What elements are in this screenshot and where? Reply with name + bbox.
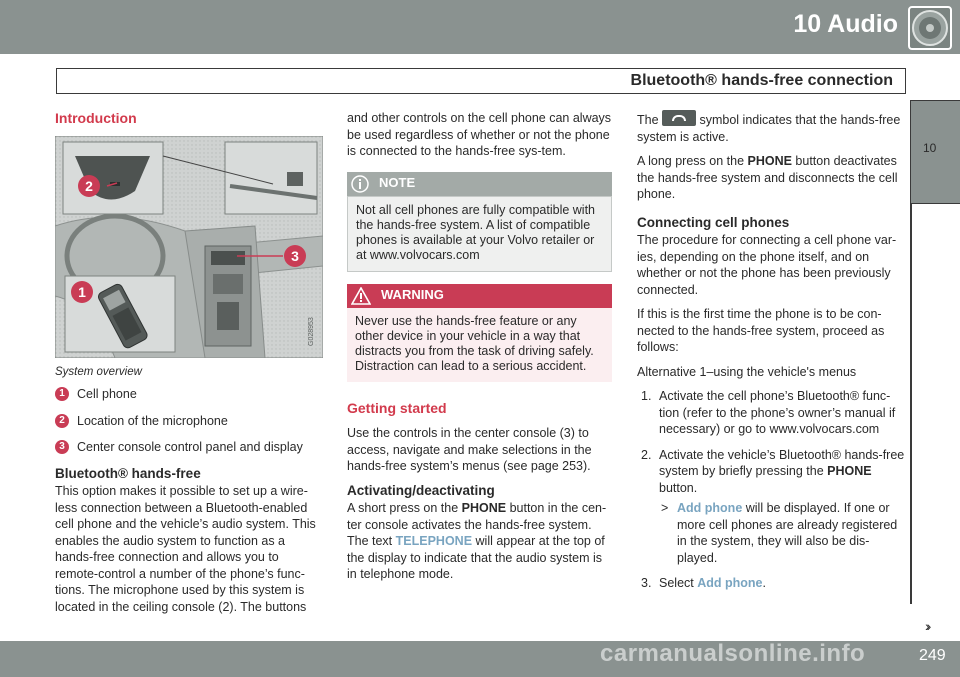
legend-number: 3: [55, 440, 69, 454]
system-overview-figure: [55, 136, 323, 358]
column-right: [637, 110, 907, 601]
continued-arrows: ››: [925, 618, 929, 634]
note-box: [347, 172, 612, 272]
speaker-icon: [910, 8, 950, 48]
alternative-text: Alternative 1–using the vehicle's menus: [637, 364, 857, 379]
note-title: NOTE: [379, 175, 416, 191]
phone-button-label: PHONE: [827, 464, 872, 478]
side-tab-number: 10: [923, 141, 937, 155]
activating-text: A short press on the PHONE button in the cen-ter console activates the hands-free system. The text TELEPHONE will appear at the top of the display to indicate that the audio system is in telephone mode.: [347, 501, 607, 581]
svg-text:3: 3: [291, 247, 299, 264]
warning-title: WARNING: [381, 287, 444, 303]
audio-chapter-icon: [908, 6, 952, 50]
info-icon: [351, 175, 369, 193]
symbol-text: The symbol indicates that the hands-free system is active.: [637, 110, 907, 145]
bluetooth-handsfree-text: This option makes it possible to set up a wire-less connection between a Bluetooth-enabled cell phone and the vehicle’s audio system. This enables the audio system to function as a hands-free connection and allows you to remote-control a number of the phone’s func-tions. The microphone used by this system is located in the ceiling console (2). The buttons: [55, 484, 316, 614]
phone-button-label: PHONE: [461, 501, 507, 515]
car-interior-illustration: [55, 136, 323, 358]
section-title: Bluetooth® hands-free connection: [630, 72, 893, 89]
figure-caption: System overview: [55, 365, 142, 378]
add-phone-menu-text: Add phone: [697, 576, 763, 590]
step-item: 1. Activate the cell phone’s Bluetooth® func-tion (refer to the phone’s owner’s manual if necessary) or go to www.volvocars.com: [641, 389, 896, 436]
legend-item: [55, 439, 325, 456]
warning-triangle-icon: [351, 287, 371, 305]
legend-item: [55, 413, 325, 430]
phone-icon: [662, 110, 696, 126]
activating-heading: Activating/deactivating: [347, 482, 495, 498]
connecting-heading: Connecting cell phones: [637, 214, 790, 230]
warning-header: [347, 284, 612, 308]
warning-box: [347, 284, 612, 382]
bluetooth-handsfree-heading: Bluetooth® hands-free: [55, 465, 201, 481]
figure-legend: [55, 386, 325, 456]
note-text: Not all cell phones are fully compatible with the hands-free system. A list of compatible phones is available at your Volvo retailer or at www.volvocars.com: [347, 196, 612, 272]
column-middle: [347, 110, 612, 591]
legend-label: Center console control panel and display: [77, 440, 303, 454]
getting-started-text: Use the controls in the center console (3) to access, navigate and make selections in the hands-free system’s menus (see page 253).: [347, 426, 592, 473]
svg-text:2: 2: [85, 177, 93, 194]
note-header: [347, 172, 612, 196]
continuation-text: and other controls on the cell phone can always be used regardless of whether or not the phone is connected to the hands-free sys-tem.: [347, 111, 612, 158]
add-phone-menu-text: Add phone: [677, 501, 743, 515]
figure-code: G028953: [308, 316, 315, 346]
callout-3: [284, 245, 306, 267]
legend-number: 1: [55, 387, 69, 401]
page-number: 249: [919, 647, 946, 664]
chapter-side-tab[interactable]: [910, 100, 960, 204]
first-time-text: If this is the first time the phone is to be con-nected to the hands-free system, proceed as follows:: [637, 307, 885, 354]
long-press-text: A long press on the PHONE button deactivates the hands-free system and disconnects the cell phone.: [637, 154, 898, 201]
warning-text: Never use the hands-free feature or any other device in your vehicle in a way that distracts you from the task of driving safely. Distraction can lead to a serious accident.: [347, 308, 612, 382]
legend-item: [55, 386, 325, 403]
step-item: 2. Activate the vehicle’s Bluetooth® hands-free system by briefly pressing the PHONE button. > Add phone will be displayed. If one or more cell phones are already registered in the system, they will also be dis-played.: [637, 447, 907, 567]
telephone-display-text: TELEPHONE: [395, 534, 473, 548]
getting-started-heading: Getting started: [347, 399, 447, 416]
step-item: 3. Select Add phone.: [641, 576, 766, 590]
phone-button-label: PHONE: [747, 154, 792, 168]
step-result: > Add phone will be displayed. If one or more cell phones are already registered in the system, they will also be dis-played.: [661, 501, 898, 565]
callout-1: [71, 281, 93, 303]
legend-label: Location of the microphone: [77, 413, 228, 428]
chapter-title: 10 Audio: [793, 10, 898, 38]
section-header-bar: [56, 68, 906, 94]
connecting-text: The procedure for connecting a cell phone var-ies, depending on the phone itself, and on whether or not the phone has been previously connected.: [637, 233, 897, 297]
svg-text:1: 1: [78, 283, 86, 300]
legend-label: Cell phone: [77, 387, 137, 401]
legend-number: 2: [55, 414, 69, 428]
callout-2: [78, 175, 100, 197]
connection-steps: [637, 388, 907, 592]
side-divider: [910, 204, 912, 604]
watermark: carmanualsonline.info: [600, 640, 866, 667]
introduction-heading: Introduction: [55, 110, 137, 126]
column-left: [55, 110, 325, 623]
